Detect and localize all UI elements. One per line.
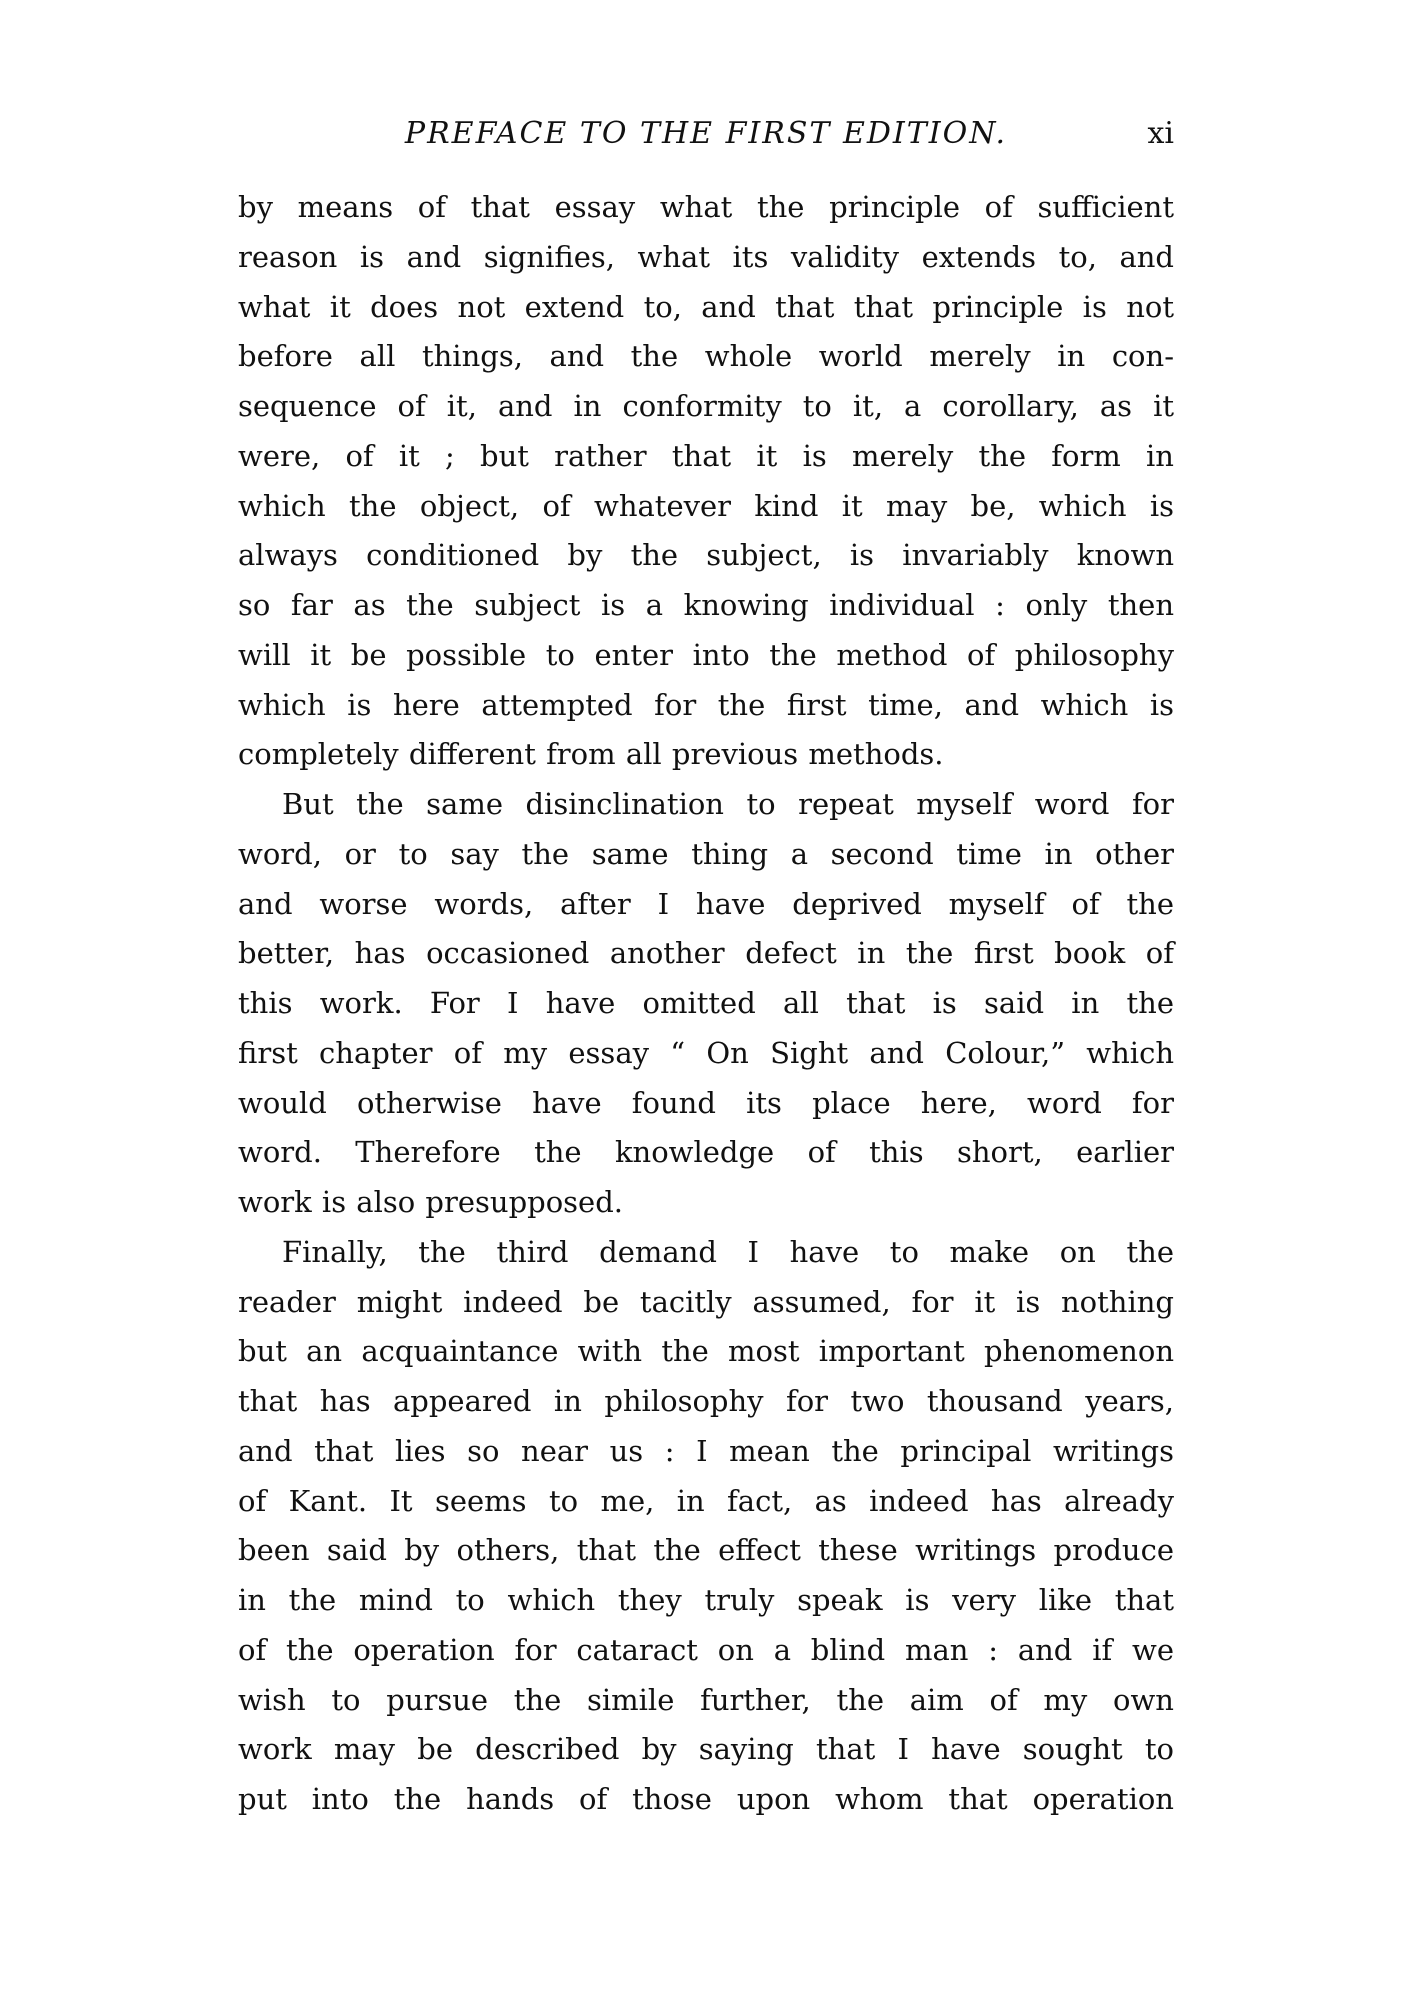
text-line: better, has occasioned another defect in the first book of (238, 936, 1174, 971)
text-line: of the operation for cataract on a blind man : and if we (238, 1632, 1174, 1667)
text-line: by means of that essay what the principle of sufficient (238, 190, 1174, 224)
text-line: word, or to say the same thing a second time in other (238, 836, 1174, 871)
text-line: were, of it ; but rather that it is merely the form in (238, 438, 1174, 473)
text-line: put into the hands of those upon whom that operation (238, 1782, 1174, 1816)
page-number: xi (1147, 116, 1174, 151)
text-line: but an acquaintance with the most important phenomenon (238, 1334, 1174, 1369)
paragraph-start-line: Finally, the third demand I have to make on the (282, 1234, 1174, 1269)
text-line: been said by others, that the effect these writings produce (238, 1533, 1174, 1568)
text-line: sequence of it, and in conformity to it, a corollary, as it (238, 389, 1174, 423)
text-line: would otherwise have found its place here, word for (238, 1085, 1174, 1120)
paragraph-end-line: work is also presupposed. (238, 1185, 623, 1219)
text-line: which is here attempted for the first time, and which is (238, 687, 1174, 722)
text-line: what it does not extend to, and that that principle is not (238, 289, 1174, 324)
paragraph-end-line: completely different from all previous methods. (238, 737, 944, 772)
text-line: reader might indeed be tacitly assumed, for it is nothing (238, 1284, 1174, 1319)
text-line: which the object, of whatever kind it may be, which is (238, 488, 1174, 523)
text-line: so far as the subject is a knowing individual : only then (238, 588, 1174, 622)
text-line: word. Therefore the knowledge of this short, earlier (238, 1135, 1174, 1170)
text-line: of Kant. It seems to me, in fact, as indeed has already (238, 1483, 1174, 1518)
text-line: and worse words, after I have deprived myself of the (238, 886, 1174, 921)
text-line: first chapter of my essay “ On Sight and Colour,” which (238, 1035, 1174, 1070)
text-line: reason is and signifies, what its validity extends to, and (238, 239, 1174, 274)
running-title: PREFACE TO THE FIRST EDITION. (404, 116, 1008, 151)
text-line: and that lies so near us : I mean the principal writings (238, 1433, 1174, 1468)
text-line: this work. For I have omitted all that is said in the (238, 986, 1174, 1020)
text-line: always conditioned by the subject, is invariably known (238, 538, 1174, 573)
paragraph-start-line: But the same disinclination to repeat myself word for (282, 787, 1174, 821)
text-line: wish to pursue the simile further, the aim of my own (238, 1682, 1174, 1717)
text-line: will it be possible to enter into the method of philosophy (238, 637, 1174, 672)
text-line: work may be described by saying that I have sought to (238, 1732, 1174, 1767)
body-text (238, 183, 1174, 1825)
running-head (238, 110, 1174, 158)
text-line: in the mind to which they truly speak is very like that (238, 1583, 1174, 1617)
text-line: before all things, and the whole world merely in con- (238, 339, 1174, 374)
text-line: that has appeared in philosophy for two thousand years, (238, 1384, 1174, 1418)
